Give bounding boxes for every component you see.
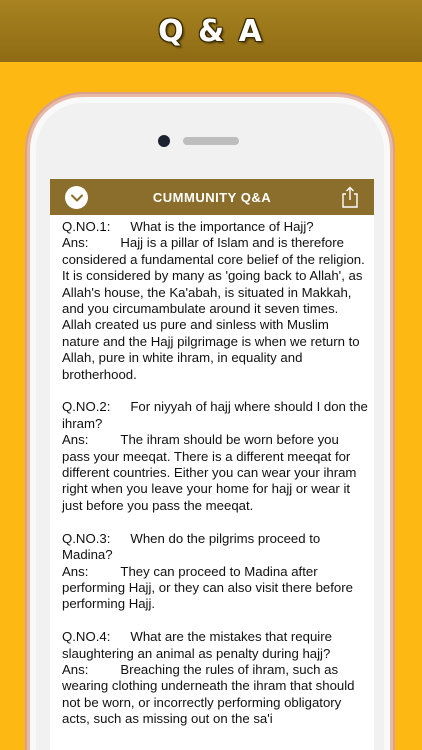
- question-text: When do the pilgrims proceed to Madina?: [62, 530, 321, 563]
- question-line: [62, 531, 368, 564]
- answer-label: Ans:: [62, 235, 89, 251]
- nav-bar: [50, 179, 374, 215]
- answer-line: [62, 662, 368, 728]
- camera-icon: [158, 135, 170, 147]
- answer-label: Ans:: [62, 661, 89, 677]
- question-number: Q.NO.4:: [62, 629, 111, 645]
- answer-text: The ihram should be worn before you pass your meeqat. There is a different meeqat for different countries. Either you can wear your ihram right when you leave your home for hajj or wear it just before you pass the meeqat.: [62, 432, 357, 513]
- answer-text: They can proceed to Madina after performing Hajj, or they can also visit there before performing Hajj.: [62, 563, 353, 612]
- answer-line: [62, 564, 368, 613]
- question-text: For niyyah of hajj where should I don the ihram?: [62, 399, 368, 431]
- question-line: [62, 629, 368, 662]
- nav-title: CUMMUNITY Q&A: [152, 189, 272, 205]
- question-number: Q.NO.2:: [62, 399, 111, 415]
- answer-line: [62, 235, 368, 383]
- phone-frame: [27, 94, 393, 750]
- qa-item: [62, 531, 368, 613]
- question-text: What are the mistakes that require slaughtering an animal as penalty during hajj?: [62, 629, 332, 661]
- qa-item: [62, 629, 368, 727]
- app-screen: [50, 179, 374, 750]
- question-line: [62, 219, 368, 235]
- collapse-button[interactable]: [65, 186, 88, 209]
- answer-text: Breaching the rules of ihram, such as wearing clothing underneath the ihram that should not be worn, or incorrectly performing obligatory acts, such as missing out on the sa'i: [62, 661, 355, 727]
- speaker-grille: [183, 137, 239, 145]
- share-icon: [341, 186, 359, 208]
- question-number: Q.NO.3:: [62, 530, 111, 546]
- qa-list: [62, 219, 368, 744]
- question-number: Q.NO.1:: [62, 219, 111, 234]
- question-line: [62, 399, 368, 432]
- share-button[interactable]: [341, 186, 359, 208]
- qa-item: [62, 399, 368, 514]
- banner-title: Q & A: [158, 13, 264, 49]
- answer-label: Ans:: [62, 563, 89, 579]
- answer-line: [62, 432, 368, 514]
- top-banner: [0, 0, 422, 62]
- qa-item: [62, 219, 368, 383]
- question-text: What is the importance of Hajj?: [130, 219, 314, 234]
- chevron-down-icon: [71, 194, 83, 202]
- answer-label: Ans:: [62, 432, 89, 448]
- answer-text: Hajj is a pillar of Islam and is therefore considered a fundamental core belief of the religion. It is considered by many as 'going back to Allah', as Allah's house, the Ka'abah, is situated in Makkah, and you circumambulate around it seven times. Allah created us pure and sinless with Muslim nature and the Hajj pilgrimage is when we return to Allah, pure in white ihram, in equality and brotherhood.: [62, 235, 365, 382]
